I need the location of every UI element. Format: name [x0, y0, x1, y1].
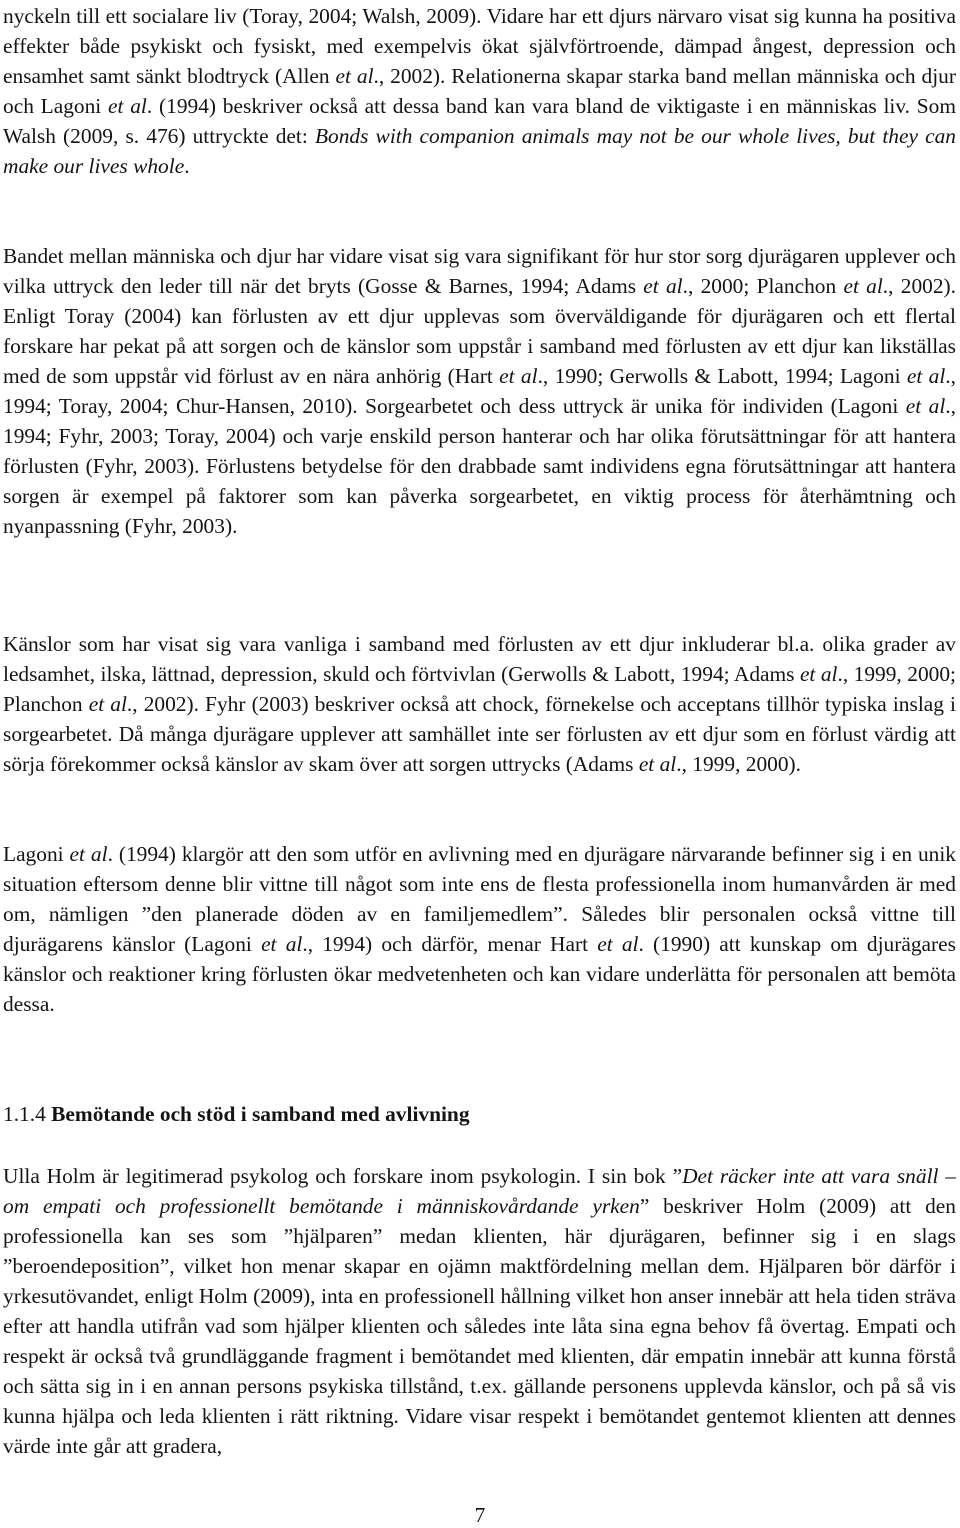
paragraph-1 [3, 1, 956, 181]
italic-book-title: Det räcker inte att vara snäll – om empati och professionellt bemötande i människovårdande yrken [3, 1164, 956, 1218]
text-run: ., 1990; Gerwolls & Labott, 1994; Lagoni [537, 364, 907, 388]
italic-run: et al [69, 842, 108, 866]
italic-run: et al [597, 932, 639, 956]
paragraph-5 [3, 1161, 956, 1461]
section-heading [3, 1099, 956, 1129]
section-number: 1.1.4 [3, 1102, 46, 1126]
paragraph-3 [3, 629, 956, 779]
text-run: ., 2002). Fyhr (2003) beskriver också att chock, förnekelse och acceptans tillhör typiska inslag i sorgearbetet. Då många djurägare upplever att samhället inte ser förlusten av ett djur som en förlust värdig att sörja förekommer också känslor av skam över att sorgen uttrycks (Adams [3, 692, 956, 776]
text-run: ., 1999, 2000). [676, 752, 802, 776]
page-number: 7 [474, 1503, 486, 1527]
italic-run: et al [108, 94, 147, 118]
text-run: ., 2000; Planchon [682, 274, 844, 298]
text-run: ., 2002). Relationerna skapar starka band mellan människa och djur och Lagoni [3, 64, 956, 118]
italic-run: et al [906, 364, 946, 388]
text-run: ” beskriver Holm (2009) att den professionella kan ses som ”hjälparen” medan klienten, här djurägaren, befinner sig i en slags ”beroendeposition”, vilket hon menar skapar en ojämn maktfördelning mellan dem. Hjälparen bör därför i yrkesutövandet, enligt Holm (2009), inta en professionell hållning vilket hon anser innebär att hela tiden sträva efter att handla utifrån vad som hjälper klienten och således inte låta sina egna behov få övertag. Empati och respekt är också två grundläggande fragment i bemötandet med klienten, där empatin innebär att kunna förstå och sätta sig in i en annan persons psykiska tillstånd, t.ex. gällande personens upplevda känslor, och på så vis kunna hjälpa och leda klienten i rätt riktning. Vidare visar respekt i bemötandet gentemot klienten att dennes värde inte går att gradera, [3, 1194, 956, 1458]
italic-run: et al [638, 752, 677, 776]
italic-run: et al [643, 274, 683, 298]
text-run: ., 1994; Fyhr, 2003; Toray, 2004) och varje enskild person hanterar och har olika förutsättningar för att hantera förlusten (Fyhr, 2003). Förlustens betydelse för den drabbade samt individens egna förutsättningar att hantera sorgen är exempel på faktorer som kan påverka sorgearbetet, en viktig process för återhämtning och nyanpassning (Fyhr, 2003). [3, 394, 956, 538]
italic-run: et al [88, 692, 127, 716]
italic-run: et al [799, 662, 838, 686]
text-run: . [184, 154, 190, 178]
italic-run: et al [335, 64, 374, 88]
text-run: Bandet mellan människa och djur har vidare visat sig vara signifikant för hur stor sorg djurägaren upplever och vilka uttryck den leder till när det bryts (Gosse & Barnes, 1994; Adams [3, 244, 956, 298]
italic-quote: Bonds with companion animals may not be our whole lives, but they can make our lives whole [3, 124, 956, 178]
text-run: Ulla Holm är legitimerad psykolog och forskare inom psykologin. I sin bok ” [3, 1164, 683, 1188]
section-title: Bemötande och stöd i samband med avlivning [51, 1102, 470, 1126]
text-run: ., 1994; Toray, 2004; Chur-Hansen, 2010). Sorgearbetet och dess uttryck är unika för individen (Lagoni [3, 364, 956, 418]
text-run: Lagoni [3, 842, 70, 866]
text-run: ., 2002). Enligt Toray (2004) kan förlusten av ett djur upplevas som överväldigande för djurägaren och ett flertal forskare har pekat på att sorgen och de känslor som uppstår i samband med förlusten av ett djur kan likställas med de som uppstår vid förlust av en nära anhörig (Hart [3, 274, 957, 388]
text-run: nyckeln till ett socialare liv (Toray, 2004; Walsh, 2009). Vidare har ett djurs närvaro visat sig kunna ha positiva effekter både psykiskt och fysiskt, med exempelvis ökat självförtroende, dämpad ångest, depression och ensamhet samt sänkt blodtryck (Allen [3, 4, 956, 88]
italic-run: et al [905, 394, 946, 418]
text-run: Känslor som har visat sig vara vanliga i samband med förlusten av ett djur inkluderar bl.a. olika grader av ledsamhet, ilska, lättnad, depression, skuld och förtvivlan (Gerwolls & Labott, 1994; Adams [3, 632, 956, 686]
italic-run: et al [261, 932, 303, 956]
text-run: ., 1999, 2000; Planchon [3, 662, 956, 716]
paragraph-4 [3, 839, 956, 1019]
text-run: . (1994) beskriver också att dessa band kan vara bland de viktigaste i en människas liv. Som Walsh (2009, s. 476) uttryckte det: [3, 94, 956, 148]
text-run: . (1990) att kunskap om djurägares känslor och reaktioner kring förlusten ökar medvetenheten och kan vidare underlätta för personalen att bemöta dessa. [3, 932, 956, 1016]
paragraph-2 [3, 241, 956, 541]
text-run: . (1994) klargör att den som utför en avlivning med en djurägare närvarande befinner sig i en unik situation eftersom denne blir vittne till något som inte ens de flesta professionella inom humanvården är med om, nämligen ”den planerade döden av en familjemedlem”. Således blir personalen också vittne till djurägarens känslor (Lagoni [3, 842, 956, 956]
italic-run: et al [843, 274, 883, 298]
text-run: ., 1994) och därför, menar Hart [302, 932, 598, 956]
italic-run: et al [499, 364, 538, 388]
